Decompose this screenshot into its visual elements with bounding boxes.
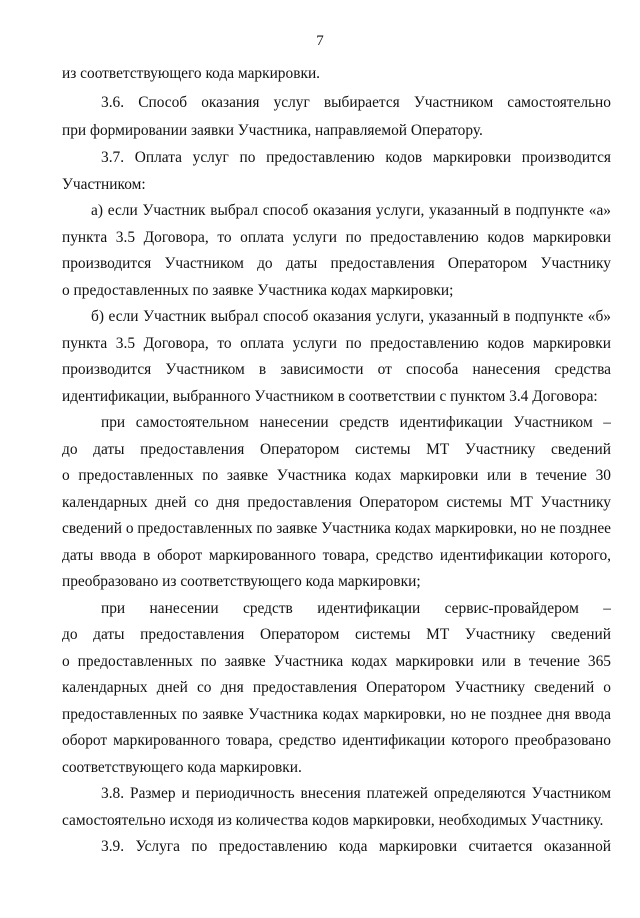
text-line: сведений о предоставленных по заявке Участника кодах маркировки, но не позднее: [62, 520, 611, 537]
text-line: о предоставленных по заявке Участника кодах маркировки или в течение 30: [62, 467, 611, 484]
text-line: календарных дней со дня предоставления Оператором Участнику сведений о: [62, 679, 611, 696]
text-line: пункта 3.5 Договора, то оплата услуги по предоставлению кодов маркировки: [62, 335, 611, 352]
text-line: 3.8. Размер и периодичность внесения платежей определяются Участником: [101, 785, 611, 802]
text-line: до даты предоставления Оператором системы МТ Участнику сведений: [62, 441, 611, 458]
text-line: даты ввода в оборот маркированного товара, средство идентификации которого,: [62, 547, 611, 564]
text-line: производится Участником до даты предоставления Оператором Участнику: [62, 255, 611, 272]
text-line: производится Участником в зависимости от способа нанесения средства: [62, 361, 611, 378]
text-line: Участником:: [62, 176, 146, 193]
text-line: пункта 3.5 Договора, то оплата услуги по предоставлению кодов маркировки: [62, 229, 611, 246]
text-line: предоставленных по заявке Участника кодах маркировки, но не позднее дня ввода: [62, 706, 611, 723]
text-line: при формировании заявки Участника, направляемой Оператору.: [62, 122, 483, 139]
text-line: б) если Участник выбрал способ оказания услуги, указанный в подпункте «б»: [91, 308, 611, 325]
text-line: 3.6. Способ оказания услуг выбирается Участником самостоятельно: [101, 94, 611, 111]
text-line: из соответствующего кода маркировки.: [62, 65, 321, 82]
page-number: 7: [316, 33, 324, 49]
text-line: идентификации, выбранного Участником в соответствии с пунктом 3.4 Договора:: [62, 388, 598, 405]
text-line: преобразовано из соответствующего кода маркировки;: [62, 573, 421, 590]
text-line: при нанесении средств идентификации сервис-провайдером –: [101, 600, 611, 617]
text-line: о предоставленных по заявке Участника кодах маркировки;: [62, 282, 454, 299]
text-line: при самостоятельном нанесении средств идентификации Участником –: [101, 414, 611, 431]
text-line: 3.9. Услуга по предоставлению кода маркировки считается оказанной: [101, 838, 611, 855]
text-line: 3.7. Оплата услуг по предоставлению кодов маркировки производится: [101, 149, 611, 166]
text-line: до даты предоставления Оператором системы МТ Участнику сведений: [62, 626, 611, 643]
text-line: оборот маркированного товара, средство идентификации которого преобразовано: [62, 732, 611, 749]
text-line: самостоятельно исходя из количества кодов маркировки, необходимых Участнику.: [62, 812, 604, 829]
text-line: соответствующего кода маркировки.: [62, 759, 302, 776]
text-line: а) если Участник выбрал способ оказания услуги, указанный в подпункте «а»: [91, 202, 611, 219]
text-line: календарных дней со дня предоставления Оператором системы МТ Участнику: [62, 494, 611, 511]
text-line: о предоставленных по заявке Участника кодах маркировки или в течение 365: [62, 653, 611, 670]
